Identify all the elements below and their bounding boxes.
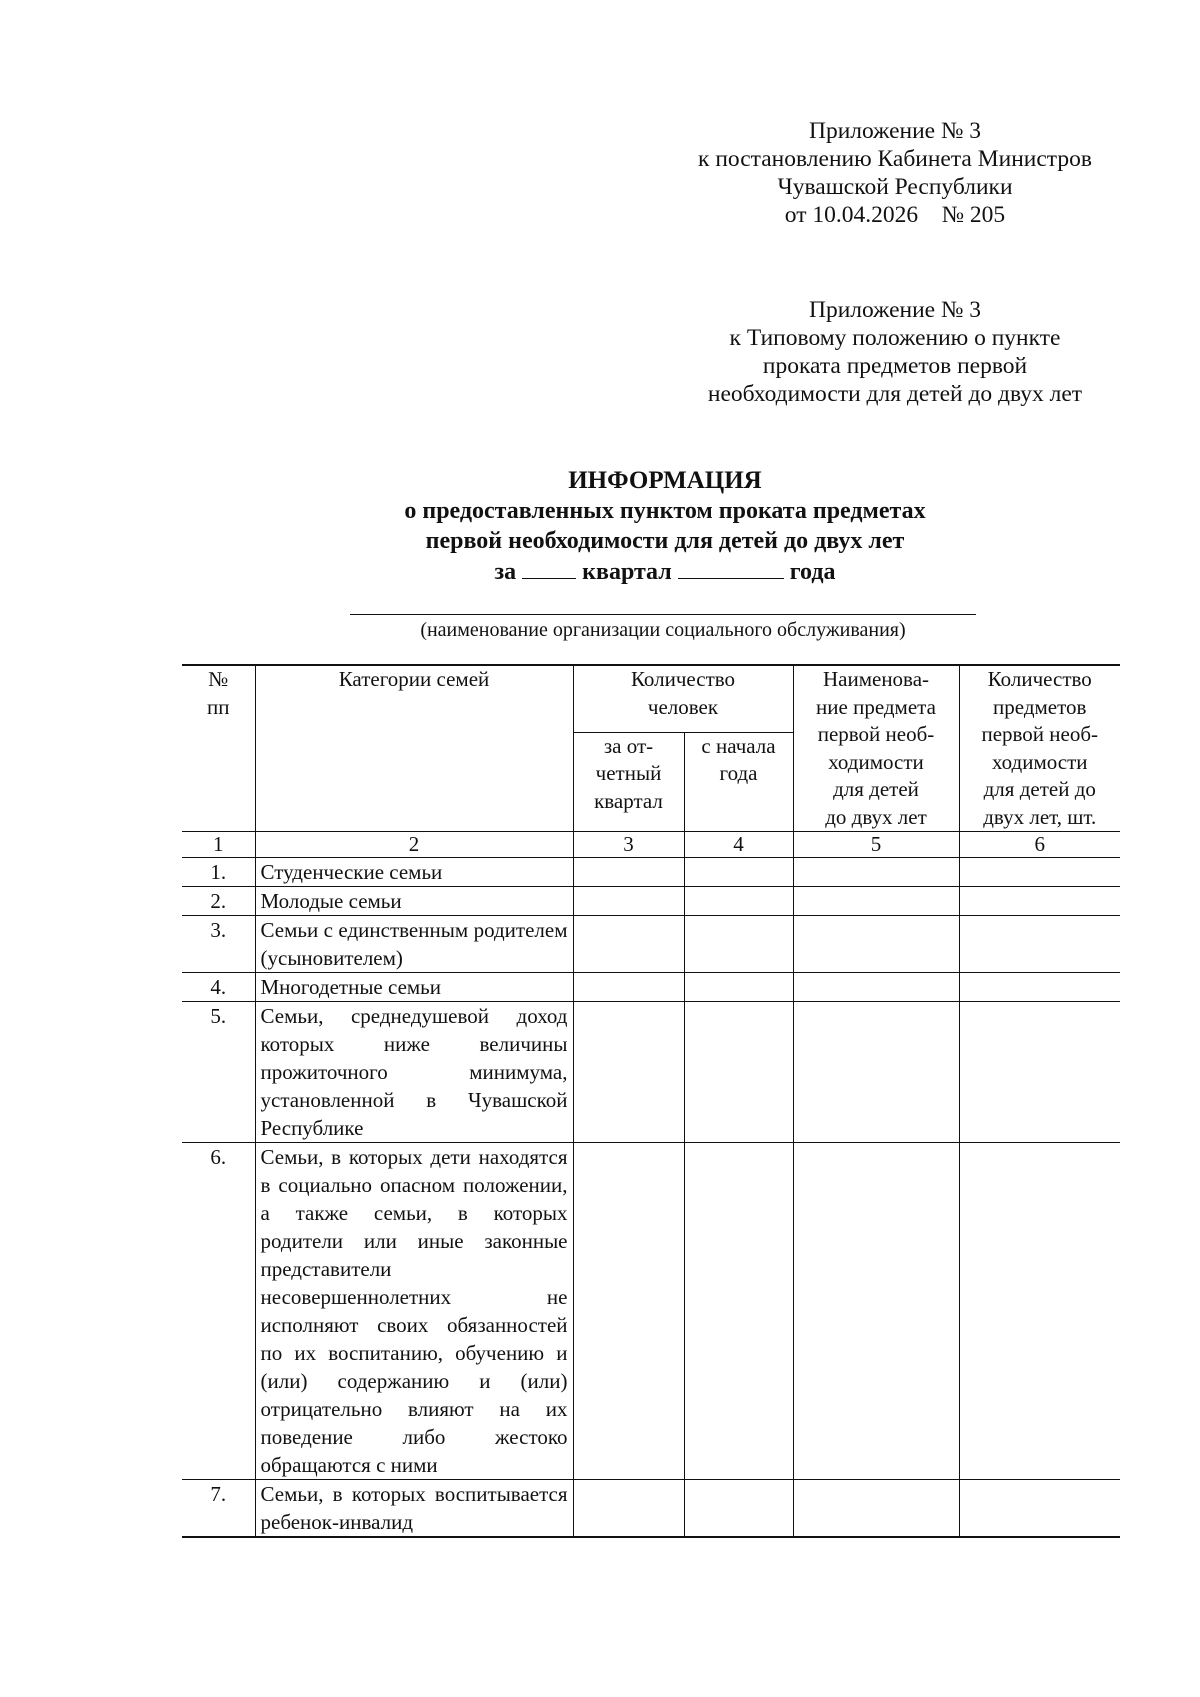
row-category: Семьи с единственным родителем (усыновителем) [255,916,573,973]
header-line: с начала [701,733,776,758]
cell-count-period[interactable] [573,1143,684,1480]
header-line: двух лет, шт. [983,804,1097,829]
row-category: Многодетные семьи [255,973,573,1002]
cell-count-period[interactable] [573,887,684,916]
title-period-line [140,556,1190,587]
column-number: 1 [182,832,255,858]
period-mid: квартал [582,559,672,585]
header-item-count [959,665,1120,832]
appendix-header-line: Приложение № 3 [808,118,982,144]
cell-item-name[interactable] [793,973,959,1002]
column-number: 4 [684,832,793,858]
cell-item-count[interactable] [959,973,1120,1002]
cell-item-count[interactable] [959,858,1120,887]
cell-count-year[interactable] [684,1480,793,1538]
cell-item-count[interactable] [959,887,1120,916]
header-num-line: пп [207,694,230,719]
cell-count-period[interactable] [573,973,684,1002]
cell-item-name[interactable] [793,858,959,887]
title-line: первой необходимости для детей до двух лет [425,528,905,554]
appendix-header-line: к постановлению Кабинета Министров [698,146,1092,172]
cell-item-name[interactable] [793,887,959,916]
document-title [140,466,1190,587]
header-line: ходимости [991,749,1088,774]
header-line: для детей до [983,777,1096,801]
appendix-sub-line: Приложение № 3 [808,297,982,323]
header-line: года [719,761,758,786]
table-row [182,1143,1120,1480]
table-row [182,887,1120,916]
appendix-sub-line: проката предметов первой [762,353,1028,379]
table-row [182,1480,1120,1538]
row-category: Семьи, в которых воспитывается ребенок-инвалид [255,1480,573,1538]
row-num: 5. [182,1002,255,1143]
row-num: 7. [182,1480,255,1538]
organization-name-line[interactable] [350,614,976,615]
row-category: Семьи, среднедушевой доход которых ниже величины прожиточного минимума, установленной в Чувашской Республике [255,1002,573,1143]
cell-item-count[interactable] [959,1480,1120,1538]
cell-count-year[interactable] [684,887,793,916]
title-line: о предоставленных пунктом проката предметах [404,498,926,524]
row-category: Молодые семьи [255,887,573,916]
cell-count-year[interactable] [684,916,793,973]
appendix-sub-line: необходимости для детей до двух лет [707,381,1083,407]
header-count-period [573,732,684,831]
appendix-subheader [680,296,1110,408]
row-num: 1. [182,858,255,887]
header-line: первой необ- [981,722,1099,746]
period-prefix: за [494,559,517,585]
cell-count-period[interactable] [573,858,684,887]
cell-count-period[interactable] [573,1002,684,1143]
cell-count-period[interactable] [573,1480,684,1538]
row-num: 4. [182,973,255,1002]
cell-item-count[interactable] [959,916,1120,973]
header-line: Наименова- [822,667,930,691]
row-num: 2. [182,887,255,916]
quarter-blank[interactable] [522,556,576,579]
header-line: ходимости [828,749,924,774]
header-line: Количество [987,667,1092,691]
column-number: 6 [959,832,1120,858]
header-line: четный [595,761,662,786]
table-row [182,1002,1120,1143]
row-num: 6. [182,1143,255,1480]
organization-caption: (наименование организации социального обслуживания) [420,619,906,641]
table-row [182,973,1120,1002]
table-header-row [182,665,1120,732]
cell-item-name[interactable] [793,1480,959,1538]
column-number: 3 [573,832,684,858]
cell-count-year[interactable] [684,1002,793,1143]
appendix-header-line: Чувашской Республики [777,174,1013,200]
header-line: за от- [603,733,654,758]
row-num: 3. [182,916,255,973]
table-row [182,858,1120,887]
header-line: первой необ- [817,722,935,746]
header-num-line: № [208,667,229,691]
column-number: 5 [793,832,959,858]
cell-count-year[interactable] [684,973,793,1002]
column-number: 2 [255,832,573,858]
cell-count-period[interactable] [573,916,684,973]
row-category: Студенческие семьи [255,858,573,887]
header-item-name [793,665,959,832]
appendix-sub-line: к Типовому положению о пункте [729,325,1061,351]
header-category: Категории семей [255,665,573,832]
header-line: ние предмета [816,694,936,719]
cell-count-year[interactable] [684,858,793,887]
appendix-header [660,117,1130,229]
table-row [182,916,1120,973]
header-line: для детей [833,777,919,801]
period-suffix: года [789,559,836,585]
cell-item-name[interactable] [793,916,959,973]
row-category: Семьи, в которых дети находятся в социально опасном положении, а также семьи, в которых родители или иные законные представители несовершеннолетних не исполняют своих обязанностей по их воспитанию, обучению и (или) содержанию и (или) отрицательно влияют на их поведение либо жестоко обращаются с ними [255,1143,573,1480]
header-count-group: Количество человек [573,665,793,732]
column-number-row [182,832,1120,858]
cell-item-name[interactable] [793,1002,959,1143]
appendix-header-line: от 10.04.2026 № 205 [784,202,1006,228]
title-heading: ИНФОРМАЦИЯ [568,467,762,494]
families-table [182,664,1120,1538]
cell-item-count[interactable] [959,1002,1120,1143]
header-line: квартал [594,788,663,813]
header-count-year [684,732,793,831]
year-blank[interactable] [678,556,784,579]
cell-count-year[interactable] [684,1143,793,1480]
cell-item-count[interactable] [959,1143,1120,1480]
header-num [182,665,255,832]
header-line: предметов [993,694,1087,719]
header-line: до двух лет [825,804,927,829]
cell-item-name[interactable] [793,1143,959,1480]
